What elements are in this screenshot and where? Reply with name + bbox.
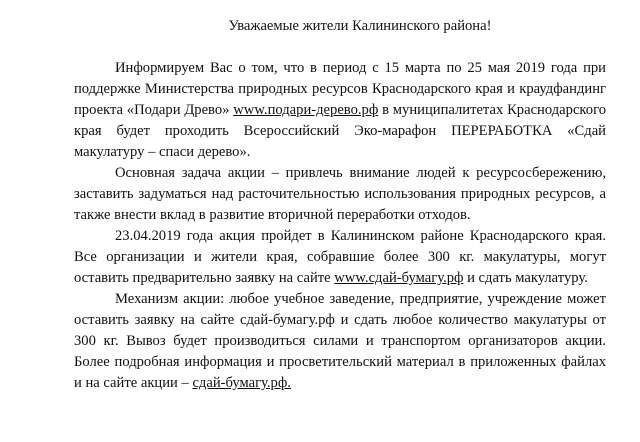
sdai-bumagu-link[interactable]: www.сдай-бумагу.рф [334, 270, 464, 286]
paragraph-announcement-text-1: Информируем Вас о том, что в период с 15 марта по 25 мая 2019 года при поддержке Министерства природных ресурсов Краснодарского края и краудфандинг проекта «Подари Древо» [74, 60, 606, 118]
paragraph-announcement [74, 58, 606, 163]
paragraph-goal: Основная задача акции – привлечь внимание людей к ресурсосбережению, заставить задуматься над расточительностью использования природных ресурсов, а также внести вклад в развитие вторичной переработки отходов. [74, 165, 606, 223]
paragraph-mechanism-text-1: Механизм акции: любое учебное заведение, предприятие, учреждение может оставить заявку на сайте сдай-бумагу.рф и сдать любое количество макулатуры от 300 кг. Вывоз будет производиться силами и транспортом организаторов акции. Более подробная информация и просветительский материал в приложенных файлах и на сайте акции – [74, 291, 606, 391]
document-page [74, 16, 606, 394]
paragraph-event-date-text-1: 23.04.2019 года акция пройдет в Калининском районе Краснодарского края. Все организации и жители края, собравшие более 300 кг. макулатуры, могут оставить предварительно заявку на сайте [74, 228, 606, 286]
paragraph-announcement-text-2: в муниципалитетах Краснодарского края будет проходить Всероссийский Эко-марафон ПЕРЕРАБОТКА «Сдай макулатуру – спаси дерево». [74, 102, 606, 160]
paragraph-event-date [74, 226, 606, 289]
sdai-bumagu-link-footer[interactable]: сдай-бумагу.рф. [192, 375, 291, 391]
document-title: Уважаемые жители Калининского района! [228, 18, 492, 34]
paragraph-event-date-text-2: и сдать макулатуру. [463, 270, 588, 286]
podari-derevo-link[interactable]: www.подари-дерево.рф [233, 102, 379, 118]
paragraph-mechanism [74, 289, 606, 394]
